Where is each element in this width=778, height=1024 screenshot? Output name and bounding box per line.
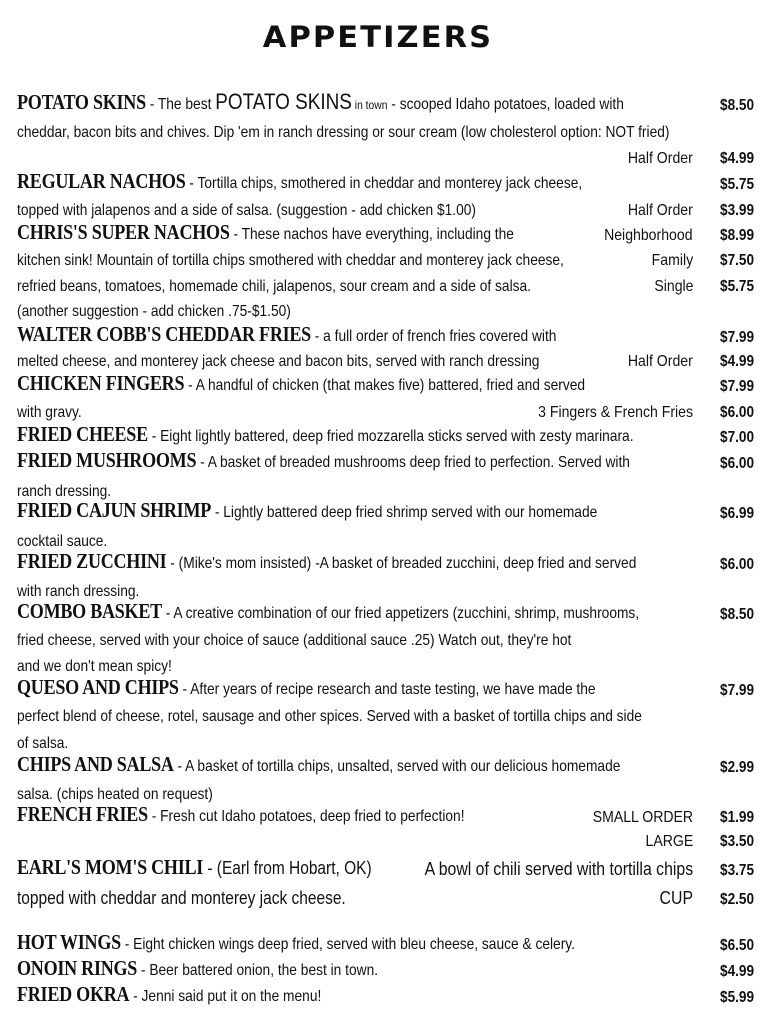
item-description: - After years of recipe research and taste testing, we have made the — [178, 681, 596, 698]
menu-line-text — [17, 353, 539, 371]
item-name: FRENCH FRIES — [17, 802, 148, 826]
menu-line-text — [17, 124, 669, 142]
item-name: FRIED MUSHROOMS — [17, 448, 197, 472]
item-name: FRIED CAJUN SHRIMP — [17, 498, 212, 522]
item-description: - Jenni said put it on the menu! — [129, 988, 322, 1005]
item-description: kitchen sink! Mountain of tortilla chips smothered with cheddar and monterey jack cheese, — [17, 252, 564, 269]
item-name: EARL'S MOM'S CHILI — [17, 855, 204, 879]
item-price: $3.99 — [720, 202, 755, 219]
item-name: POTATO SKINS — [17, 90, 146, 114]
item-description-large: POTATO SKINS — [215, 89, 352, 114]
portion-label: Neighborhood — [604, 227, 693, 244]
menu-line-text — [17, 220, 514, 245]
item-description: of salsa. — [17, 735, 69, 752]
item-price: $5.99 — [720, 989, 755, 1006]
menu-line — [17, 931, 762, 955]
menu-line — [17, 196, 762, 220]
menu-line — [17, 803, 762, 827]
item-description: - These nachos have everything, including the — [229, 226, 514, 243]
item-price: $5.75 — [720, 278, 755, 295]
item-price: $8.99 — [720, 227, 755, 244]
item-price: $8.50 — [720, 97, 755, 114]
item-name: ONOIN RINGS — [17, 956, 138, 980]
portion-label: Half Order — [628, 150, 693, 167]
menu-line-text — [17, 549, 636, 574]
menu-line-text — [17, 802, 465, 827]
menu-line — [17, 118, 762, 142]
item-description: perfect blend of cheese, rotel, sausage and other spices. Served with a basket of tortilla chips and side — [17, 708, 642, 725]
menu-line — [17, 449, 762, 473]
item-price: $6.00 — [720, 455, 755, 472]
menu-line — [17, 323, 762, 347]
item-description: - A basket of tortilla chips, unsalted, served with our delicious homemade — [173, 758, 621, 775]
portion-label: SMALL ORDER — [592, 809, 693, 826]
item-price: $2.50 — [720, 891, 755, 908]
item-description: - (Earl from Hobart, OK) — [203, 858, 372, 878]
item-price: $8.50 — [720, 606, 755, 623]
item-price: $7.99 — [720, 329, 755, 346]
item-price: $7.99 — [720, 378, 755, 395]
item-description: cocktail sauce. — [17, 533, 108, 550]
menu-line — [17, 702, 762, 726]
menu-line — [17, 246, 762, 270]
menu-line-text — [17, 169, 582, 194]
item-description: - Eight chicken wings deep fried, served with bleu cheese, sauce & celery. — [120, 936, 575, 953]
portion-label: Half Order — [628, 202, 693, 219]
menu-line — [17, 600, 762, 624]
menu-line-text — [17, 422, 634, 447]
item-description: - Eight lightly battered, deep fried mozzarella sticks served with zesty marinara. — [147, 428, 634, 445]
menu-line — [17, 577, 762, 601]
item-description: salsa. (chips heated on request) — [17, 786, 213, 803]
item-description: with gravy. — [17, 404, 82, 421]
menu-line-text — [17, 752, 620, 777]
menu-line — [17, 957, 762, 981]
item-description: and we don't mean spicy! — [17, 658, 172, 675]
item-name: FRIED ZUCCHINI — [17, 549, 167, 573]
menu-line-text — [17, 89, 624, 115]
item-description: melted cheese, and monterey jack cheese and bacon bits, served with ranch dressing — [17, 353, 540, 370]
menu-line — [17, 372, 762, 396]
item-name: CHIPS AND SALSA — [17, 752, 174, 776]
menu-line-text — [17, 855, 372, 880]
menu-line-text — [17, 982, 321, 1007]
portion-label: 3 Fingers & French Fries — [538, 404, 693, 421]
menu-line — [17, 652, 762, 676]
menu-line-text — [17, 404, 82, 422]
menu-line-text — [17, 888, 346, 909]
menu-line — [17, 527, 762, 551]
item-name: CHRIS'S SUPER NACHOS — [17, 220, 230, 244]
item-price: $6.99 — [720, 505, 755, 522]
menu-line — [17, 144, 762, 168]
item-price: $5.75 — [720, 176, 755, 193]
menu-line-text — [17, 675, 596, 700]
menu-line — [17, 550, 762, 574]
item-name: REGULAR NACHOS — [17, 169, 186, 193]
item-description: - Beer battered onion, the best in town. — [137, 962, 379, 979]
item-name: COMBO BASKET — [17, 599, 162, 623]
menu-line-text — [17, 322, 556, 347]
item-name: FRIED CHEESE — [17, 422, 148, 446]
item-description: - Tortilla chips, smothered in cheddar and monterey jack cheese, — [185, 175, 583, 192]
menu-line-text — [17, 930, 575, 955]
item-name: HOT WINGS — [17, 930, 121, 954]
portion-label: Family — [651, 252, 693, 269]
menu-line — [17, 91, 762, 115]
menu-line — [17, 272, 762, 296]
menu-line-text — [17, 632, 571, 650]
menu-line — [17, 221, 762, 245]
menu-line-text — [17, 498, 597, 523]
menu-line — [17, 398, 762, 422]
item-description: - A basket of breaded mushrooms deep fried to perfection. Served with — [196, 454, 630, 471]
menu-line — [17, 827, 762, 851]
menu-line — [17, 780, 762, 804]
item-description: refried beans, tomatoes, homemade chili, jalapenos, sour cream and a side of salsa. — [17, 278, 531, 295]
item-description: fried cheese, served with your choice of sauce (additional sauce .25) Watch out, they're hot — [17, 632, 572, 649]
item-price: $6.00 — [720, 556, 755, 573]
item-price: $6.50 — [720, 937, 755, 954]
menu-line — [17, 753, 762, 777]
menu-line — [17, 885, 762, 909]
item-price: $7.50 — [720, 252, 755, 269]
item-description: - The best — [145, 96, 216, 113]
menu-line — [17, 676, 762, 700]
menu-line-text — [17, 202, 476, 220]
item-description: - a full order of french fries covered with — [310, 328, 557, 345]
menu-line — [17, 729, 762, 753]
menu-line-text — [17, 278, 531, 296]
item-price: $3.50 — [720, 833, 755, 850]
portion-label: A bowl of chili served with tortilla chips — [424, 859, 693, 879]
menu-line — [17, 626, 762, 650]
item-price: $4.99 — [720, 963, 755, 980]
item-description: - A handful of chicken (that makes five) battered, fried and served — [184, 377, 586, 394]
menu-line-text — [17, 708, 642, 726]
menu-line — [17, 170, 762, 194]
menu-line — [17, 499, 762, 523]
menu-line — [17, 297, 762, 321]
item-price: $7.00 — [720, 429, 755, 446]
item-description: - Fresh cut Idaho potatoes, deep fried to perfection! — [147, 808, 465, 825]
item-price: $7.99 — [720, 682, 755, 699]
item-description: with ranch dressing. — [17, 583, 140, 600]
item-description: topped with cheddar and monterey jack cheese. — [17, 888, 346, 908]
item-description: topped with jalapenos and a side of salsa. (suggestion - add chicken $1.00) — [17, 202, 476, 219]
menu-line-text — [17, 599, 639, 624]
menu-line — [17, 983, 762, 1007]
menu-line-text — [17, 735, 68, 753]
item-description: - scooped Idaho potatoes, loaded with — [387, 96, 624, 113]
item-description: - (Mike's mom insisted) -A basket of breaded zucchini, deep fried and served — [166, 555, 637, 572]
item-name: CHICKEN FINGERS — [17, 371, 185, 395]
menu-line-text — [17, 658, 172, 676]
item-description: cheddar, bacon bits and chives. Dip 'em in ranch dressing or sour cream (low cholesterol option: NOT fried) — [17, 124, 670, 141]
item-price: $3.75 — [720, 862, 755, 879]
menu-line-text — [17, 448, 630, 473]
item-description-small: in town — [351, 98, 388, 112]
item-description: ranch dressing. — [17, 483, 112, 500]
menu-line-text — [17, 956, 378, 981]
menu-line-text — [17, 252, 564, 270]
item-description: - A creative combination of our fried appetizers (zucchini, shrimp, mushrooms, — [161, 605, 640, 622]
menu-line-text — [17, 303, 291, 321]
page-title: APPETIZERS — [262, 20, 494, 54]
item-price: $4.99 — [720, 353, 755, 370]
portion-label: Half Order — [628, 353, 693, 370]
menu-line — [17, 347, 762, 371]
item-price: $4.99 — [720, 150, 755, 167]
item-price: $6.00 — [720, 404, 755, 421]
menu-line — [17, 423, 762, 447]
menu-line-text — [17, 371, 585, 396]
item-name: QUESO AND CHIPS — [17, 675, 179, 699]
portion-label: Single — [653, 278, 693, 295]
item-price: $1.99 — [720, 809, 755, 826]
portion-label: CUP — [659, 888, 693, 908]
item-name: WALTER COBB'S CHEDDAR FRIES — [17, 322, 311, 346]
item-description: - Lightly battered deep fried shrimp served with our homemade — [211, 504, 598, 521]
item-price: $2.99 — [720, 759, 755, 776]
item-name: FRIED OKRA — [17, 982, 130, 1006]
menu-line — [17, 856, 762, 880]
portion-label: LARGE — [645, 833, 693, 850]
item-description: (another suggestion - add chicken .75-$1.50) — [17, 303, 291, 320]
